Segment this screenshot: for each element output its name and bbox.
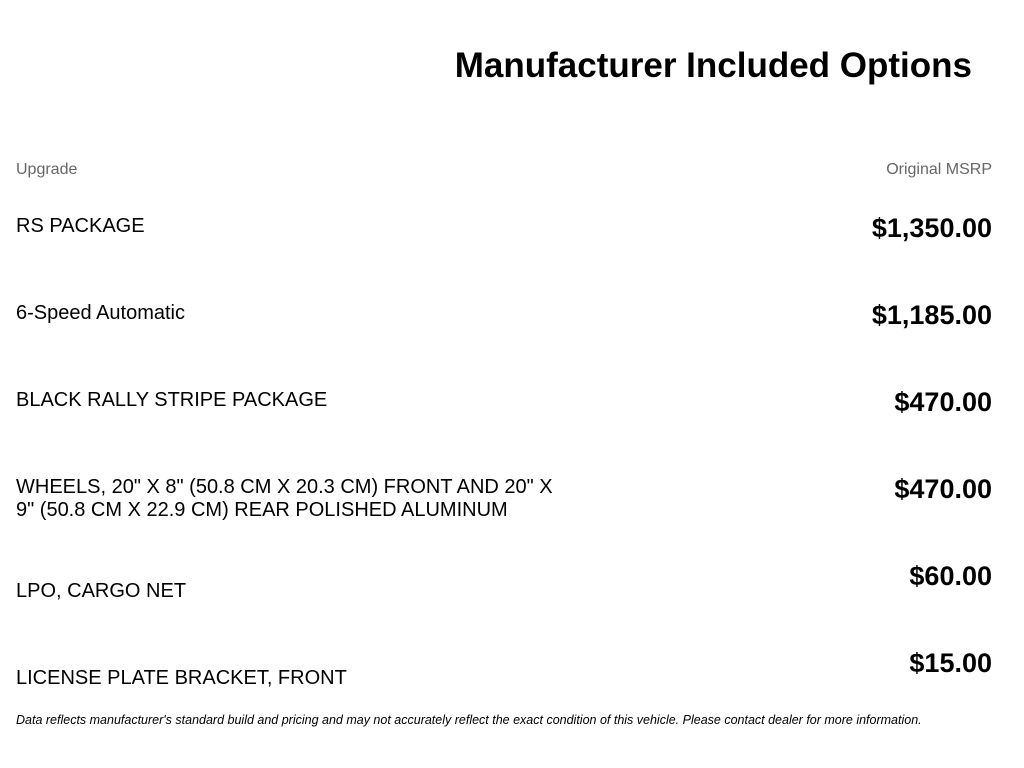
option-price: $15.00 xyxy=(909,648,992,678)
option-price: $470.00 xyxy=(894,387,992,417)
option-row xyxy=(16,473,992,560)
option-name: BLACK RALLY STRIPE PACKAGE xyxy=(16,389,328,411)
options-list xyxy=(16,212,992,734)
option-price: $60.00 xyxy=(909,561,992,591)
option-row xyxy=(16,560,992,647)
option-name: WHEELS, 20" X 8" (50.8 CM X 20.3 CM) FRONT AND 20" X 9" (50.8 CM X 22.9 CM) REAR POLISHED ALUMINUM xyxy=(16,476,553,521)
msrp-column-header: Original MSRP xyxy=(886,161,992,178)
option-name: LICENSE PLATE BRACKET, FRONT xyxy=(16,667,347,689)
disclaimer: Data reflects manufacturer's standard build and pricing and may not accurately reflect the exact condition of this vehicle. Please contact dealer for more information. xyxy=(16,713,922,727)
option-price: $1,350.00 xyxy=(871,213,992,243)
upgrade-column-header: Upgrade xyxy=(16,161,78,178)
column-header-row xyxy=(16,160,992,180)
option-name: 6-Speed Automatic xyxy=(16,302,185,324)
option-name: RS PACKAGE xyxy=(16,215,145,237)
option-row xyxy=(16,299,992,386)
option-row xyxy=(16,386,992,473)
option-price: $1,185.00 xyxy=(871,300,992,330)
option-name: LPO, CARGO NET xyxy=(16,580,187,602)
option-row xyxy=(16,212,992,299)
option-price: $470.00 xyxy=(894,474,992,504)
page-title: Manufacturer Included Options xyxy=(454,46,972,85)
